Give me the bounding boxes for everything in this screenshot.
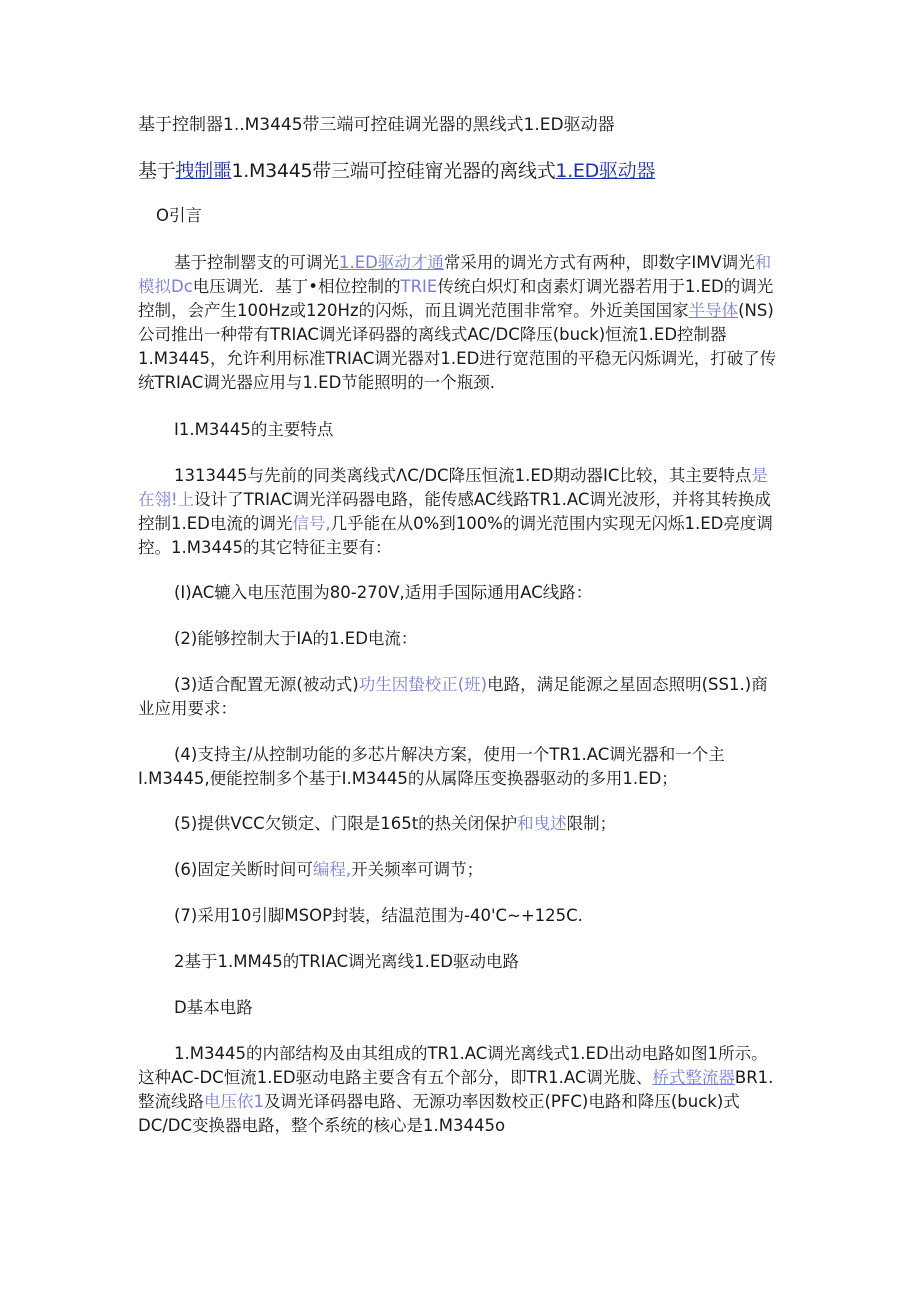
- intro-paragraph: [138, 251, 778, 395]
- article-heading-link-led-driver[interactable]: 1.ED驱动器: [555, 160, 656, 182]
- intro-text: 基于控制罂支的可调光: [174, 253, 339, 272]
- feature-item-5: [174, 812, 616, 836]
- link-analog-dc[interactable]: 和模拟Dc: [138, 253, 772, 296]
- feature-item-7: (7)采用10引脚MSOP封装，结温范围为-40'C~+125C.: [174, 906, 583, 925]
- feature-text: (5)提供VCC欠锁定、门限是165t的热关闭保护: [174, 814, 518, 833]
- feature-item-1: (I)AC辘入电压范围为80-270V,适用手国际通用AC线路：: [174, 583, 593, 602]
- link-bridge-rectifier[interactable]: 桥式整流器: [652, 1068, 735, 1087]
- intro-text: 常采用的调光方式有两种，即数字IMV调光: [443, 253, 755, 272]
- article-heading-text: 1.M3445带三端可控硅甯光器的离线式: [231, 160, 556, 182]
- feature-item-2: (2)能够控制大于IA的1.ED电流：: [174, 629, 418, 648]
- link-on-chip[interactable]: 是在翎!上: [138, 466, 768, 509]
- link-voltage[interactable]: 电压依1: [204, 1092, 264, 1111]
- section-2-heading: 2基于1.MM45的TRIAC调光离线1.ED驱动电路: [174, 952, 520, 971]
- intro-heading: O引言: [156, 206, 202, 225]
- circuit-text: 1.M3445的内部结构及由其组成的TR1.AC调光离线式1.ED出动电路如图1所示。这种AC-DC恒流1.ED驱动电路主要含有五个部分，即TR1.AC调光胧、: [138, 1044, 768, 1087]
- features-text: 几乎能在从0%到100%的调光范围内实现无闪烁1.ED亮度调控。1.M3445的其它特征主要有：: [138, 514, 773, 557]
- feature-text: 开关频率可调节；: [351, 860, 484, 879]
- intro-text: 电压调光．基丁•相位控制的: [192, 277, 401, 296]
- link-led-driver[interactable]: 1.ED驱动才通: [339, 253, 444, 272]
- feature-text: (6)固定关断时间可: [174, 860, 313, 879]
- features-intro-paragraph: [138, 464, 778, 560]
- feature-item-3: [138, 673, 778, 721]
- article-heading-text: 基于: [138, 160, 176, 182]
- link-signal[interactable]: 信号,: [292, 514, 331, 533]
- intro-text: (NS)公司推出一种带有TRIAC调光译码器的离线式AC/DC降压(buck)恒流1.ED控制器1.M3445，允许利用标准TRIAC调光器对1.ED进行宽范围的平稳无闪烁调光，打破了传统TRIAC调光器应用与1.ED节能照明的一个瓶颈.: [138, 301, 777, 392]
- features-text: 设计了TRIAC调光洋码器电路，能传感AC线路TR1.AC调光波形，并将其转换成控制1.ED电流的调光: [138, 490, 771, 533]
- article-heading-link-controller[interactable]: 拽制噩: [175, 160, 232, 182]
- circuit-description-paragraph: [138, 1042, 778, 1138]
- article-heading: [138, 158, 655, 184]
- link-current[interactable]: 和曳述: [517, 814, 567, 833]
- circuit-text: BR1.整流线路: [138, 1068, 774, 1111]
- link-pfc[interactable]: 功生因蛰校正(班): [358, 675, 488, 694]
- document-title: 基于控制器1..M3445带三端可控硅调光器的黑线式1.ED驱动器: [138, 115, 615, 135]
- feature-text: 限制；: [566, 814, 617, 833]
- link-trie[interactable]: TRIE: [400, 277, 438, 296]
- feature-text: (3)适合配置无源(被动式): [174, 675, 359, 694]
- feature-item-6: [174, 858, 483, 882]
- features-text: 1313445与先前的同类离线式ΛC/DC降压恒流1.ED期动器IC比较，其主要特点: [174, 466, 752, 485]
- circuit-text: 及调光译码器电路、无源功率因数校正(PFC)电路和降压(buck)式DC/DC变换器电路，整个系统的核心是1.M3445o: [138, 1092, 740, 1135]
- link-programming[interactable]: 编程,: [312, 860, 352, 879]
- feature-text: 电路，满足能源之星固态照明(SS1.)商业应用要求：: [138, 675, 768, 718]
- intro-text: 传统白炽灯和卤素灯调光器若用于1.ED的调光控制，会产生100Hz或120Hz的闪烁，而且调光范围非常窄。外近美国国家: [138, 277, 774, 320]
- link-semiconductor[interactable]: 半导体: [688, 301, 739, 320]
- features-heading: I1.M3445的主要特点: [174, 420, 334, 439]
- feature-item-4: (4)支持主/从控制功能的多芯片解决方案，使用一个TR1.AC调光器和一个主I.M3445,便能控制多个基于I.M3445的从属降压变换器驱动的多用1.ED；: [138, 745, 725, 788]
- basic-circuit-heading: D基本电路: [174, 998, 253, 1017]
